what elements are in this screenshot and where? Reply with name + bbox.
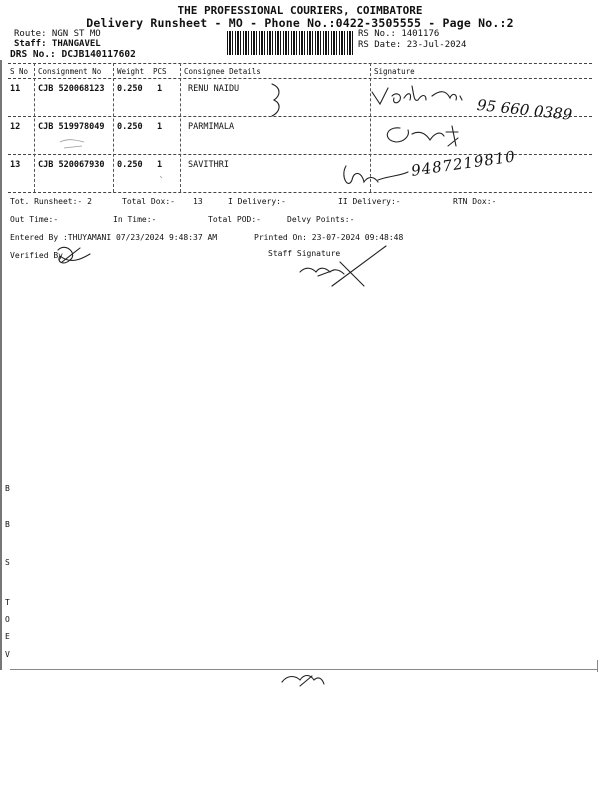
rtn-dox-label: RTN Dox:-: [453, 197, 497, 206]
printed-on: Printed On: 23-07-2024 09:48:48: [254, 233, 404, 242]
col-header-signature: Signature: [374, 67, 415, 76]
handwritten-phone-3: 9487219810: [410, 147, 517, 180]
drs-number: DRS No.: DCJB140117602: [10, 49, 136, 60]
col-header-pcs: PCS: [153, 67, 167, 76]
entered-by: Entered By :THUYAMANI 07/23/2024 9:48:37 AM: [10, 233, 218, 242]
margin-letter: B: [5, 520, 10, 529]
route-info: Route: NGN ST MO: [14, 29, 101, 39]
row-pcs: 1: [157, 122, 163, 132]
row-sno: 11: [10, 84, 21, 94]
row-consignee: PARMIMALA: [188, 122, 235, 132]
i-delivery-label: I Delivery:-: [228, 197, 286, 206]
row-sno: 12: [10, 122, 21, 132]
handwritten-phone-1: 95 660 0389: [476, 96, 573, 124]
total-dox-label: Total Dox:-: [122, 197, 175, 206]
margin-letter: B: [5, 484, 10, 493]
margin-letter: T: [5, 598, 10, 607]
row-consignment: CJB 520067930: [38, 160, 105, 170]
row-weight: 0.250: [117, 84, 143, 94]
verified-by-label: Verified By: [10, 251, 63, 260]
row-consignee: RENU NAIDU: [188, 84, 240, 94]
total-dox-value: 13: [193, 197, 203, 206]
row-consignee: SAVITHRI: [188, 160, 229, 170]
margin-letter: S: [5, 558, 10, 567]
row-consignment: CJB 520068123: [38, 84, 105, 94]
row-pcs: 1: [157, 84, 163, 94]
margin-letter: O: [5, 615, 10, 624]
row-sno: 13: [10, 160, 21, 170]
delvy-points-label: Delvy Points:-: [287, 215, 355, 224]
col-header-consignment: Consignment No: [38, 67, 102, 76]
runsheet-subtitle: Delivery Runsheet - MO - Phone No.:0422-3505555 - Page No.:2: [86, 16, 514, 30]
margin-letter: E: [5, 632, 10, 641]
in-time-label: In Time:-: [113, 215, 157, 224]
col-header-consignee: Consignee Details: [184, 67, 261, 76]
margin-letter: V: [5, 650, 10, 659]
row-weight: 0.250: [117, 122, 143, 132]
staff-signature-label: Staff Signature: [268, 249, 341, 258]
ii-delivery-label: II Delivery:-: [338, 197, 401, 206]
row-consignment: CJB 519978049: [38, 122, 105, 132]
row-weight: 0.250: [117, 160, 143, 170]
tot-runsheet: Tot. Runsheet:- 2: [10, 197, 92, 206]
rs-date: RS Date: 23-Jul-2024: [358, 40, 467, 50]
total-pod-label: Total POD:-: [208, 215, 261, 224]
row-pcs: 1: [157, 160, 163, 170]
staff-info: Staff: THANGAVEL: [14, 39, 101, 49]
rs-number: RS No.: 1401176: [358, 29, 440, 39]
company-title: THE PROFESSIONAL COURIERS, COIMBATORE: [177, 4, 423, 17]
col-header-weight: Weight: [117, 67, 145, 76]
out-time-label: Out Time:-: [10, 215, 59, 224]
col-header-sno: S No: [10, 67, 29, 76]
